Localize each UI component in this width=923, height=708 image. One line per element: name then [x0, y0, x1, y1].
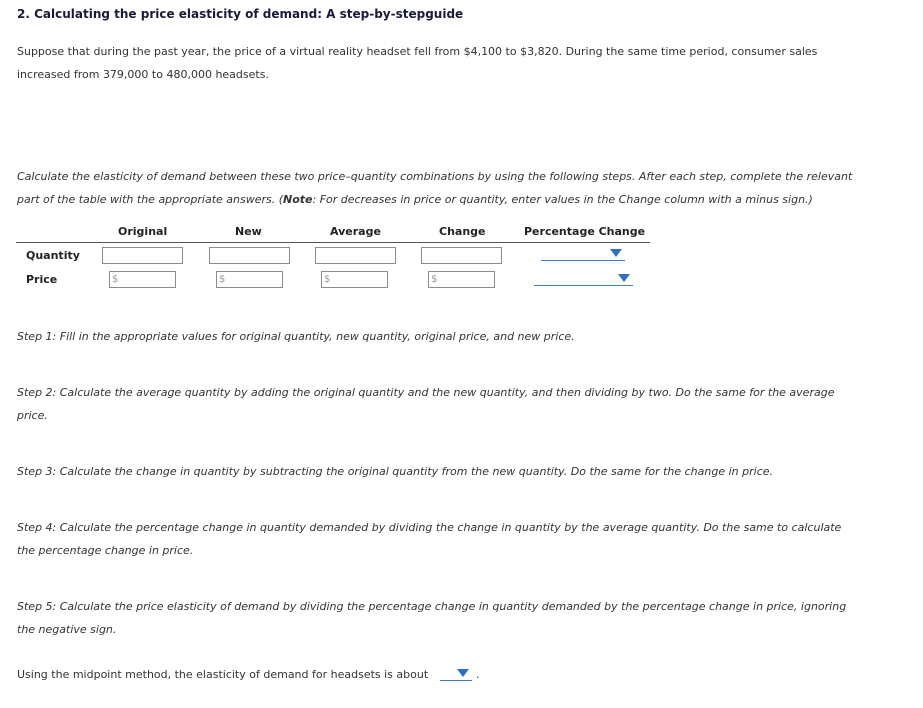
- step-5-line-1: Step 5: Calculate the price elasticity of demand by dividing the percentage change in quantity demanded by the percentage change in price, ignoring: [17, 600, 847, 613]
- instructions-line-2: [17, 188, 852, 211]
- conclusion-text: Using the midpoint method, the elasticity of demand for headsets is about: [17, 668, 429, 681]
- instructions-line-2-start: part of the table with the appropriate answers. (: [17, 193, 284, 206]
- conclusion-period: .: [476, 668, 480, 681]
- table-header-divider: [16, 242, 650, 243]
- triangle-down-icon: [618, 274, 630, 282]
- step-2-line-2: price.: [17, 409, 48, 422]
- header-percentage-change: Percentage Change: [524, 225, 646, 238]
- quantity-new-input[interactable]: [209, 247, 290, 264]
- step-4: [17, 516, 841, 562]
- price-original-currency: $: [112, 274, 119, 285]
- quantity-percentage-change-dropdown[interactable]: [541, 247, 625, 261]
- note-label: Note: [283, 193, 313, 206]
- price-percentage-change-dropdown[interactable]: [534, 272, 633, 286]
- step-2-line-1: Step 2: Calculate the average quantity by adding the original quantity and the new quantity, and then dividing by two. Do the same for the average: [17, 386, 835, 399]
- price-original-input[interactable]: [109, 271, 176, 288]
- quantity-change-input[interactable]: [421, 247, 502, 264]
- step-2: [17, 381, 834, 427]
- header-change: Change: [439, 225, 486, 238]
- quantity-original-input[interactable]: [102, 247, 183, 264]
- page-title: 2. Calculating the price elasticity of demand: A step-by-stepguide: [17, 7, 464, 21]
- instructions-text: [17, 165, 852, 211]
- header-average: Average: [330, 225, 381, 238]
- intro-line-1: Suppose that during the past year, the price of a virtual reality headset fell from $4,100 to $3,820. During the same time period, consumer sales: [17, 45, 818, 58]
- intro-text: [17, 40, 817, 86]
- price-average-currency: $: [324, 274, 331, 285]
- header-original: Original: [118, 225, 168, 238]
- step-1: Step 1: Fill in the appropriate values for original quantity, new quantity, original price, and new price.: [17, 330, 575, 343]
- price-average-input[interactable]: [321, 271, 388, 288]
- triangle-down-icon: [457, 669, 469, 677]
- price-new-currency: $: [219, 274, 226, 285]
- price-row-label: Price: [26, 273, 58, 286]
- step-5: [17, 595, 846, 641]
- instructions-line-1: Calculate the elasticity of demand between these two price–quantity combinations by using the following steps. After each step, complete the relevant: [17, 170, 853, 183]
- price-new-input[interactable]: [216, 271, 283, 288]
- intro-line-2: increased from 379,000 to 480,000 headsets.: [17, 68, 269, 81]
- price-change-currency: $: [431, 274, 438, 285]
- elasticity-dropdown[interactable]: [440, 667, 472, 681]
- price-change-input[interactable]: [428, 271, 495, 288]
- triangle-down-icon: [610, 249, 622, 257]
- step-5-line-2: the negative sign.: [17, 623, 117, 636]
- instructions-line-2-end: : For decreases in price or quantity, enter values in the Change column with a minus sign.): [312, 193, 813, 206]
- quantity-average-input[interactable]: [315, 247, 396, 264]
- step-4-line-2: the percentage change in price.: [17, 544, 194, 557]
- step-3: Step 3: Calculate the change in quantity by subtracting the original quantity from the new quantity. Do the same for the change in price.: [17, 465, 774, 478]
- header-new: New: [235, 225, 262, 238]
- quantity-row-label: Quantity: [26, 249, 80, 262]
- step-4-line-1: Step 4: Calculate the percentage change in quantity demanded by dividing the change in quantity by the average quantity. Do the same to calculate: [17, 521, 842, 534]
